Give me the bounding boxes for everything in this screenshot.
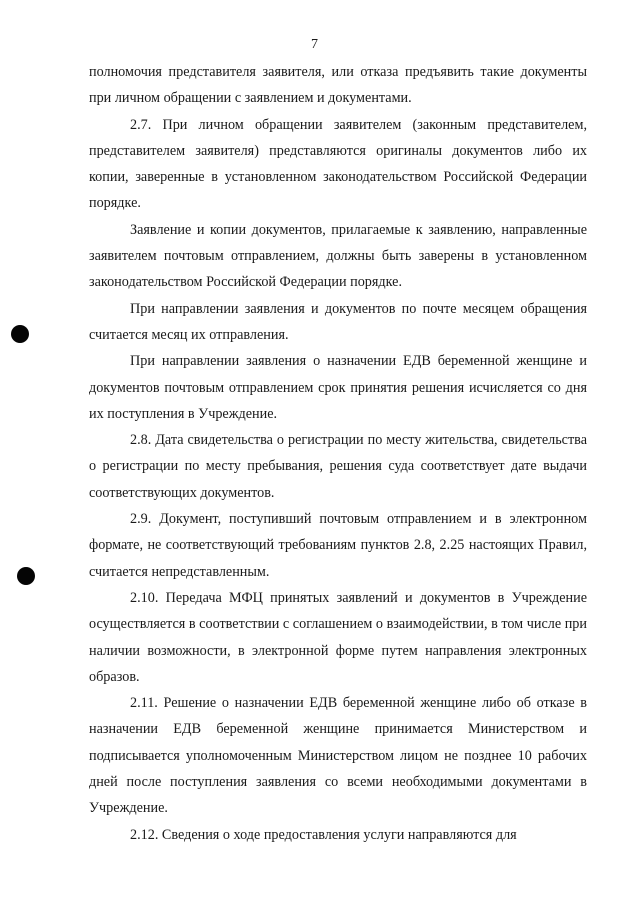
paragraph-2-7: 2.7. При личном обращении заявителем (законным представителем, представителем заявителя) представляются оригиналы документов либо их копии, заверенные в установленном законодательством Российской Федерации порядке.	[89, 116, 587, 212]
page-number: 7	[311, 37, 318, 52]
document-body	[89, 59, 587, 848]
paragraph-2-11: 2.11. Решение о назначении ЕДВ беременной женщине либо об отказе в назначении ЕДВ беременной женщине принимается Министерством и подписывается уполномоченным Министерством лицом не позднее 10 рабочих дней после поступления заявления со всеми необходимыми документами в Учреждение.	[89, 695, 587, 817]
paragraph-mail-deadline: При направлении заявления о назначении ЕДВ беременной женщине и документов почтовым отправлением срок принятия решения исчисляется со дня их поступления в Учреждение.	[89, 353, 587, 422]
paragraph-2-12: 2.12. Сведения о ходе предоставления услуги направляются для	[130, 826, 517, 843]
punch-hole-mark	[17, 567, 35, 585]
paragraph-mail-month: При направлении заявления и документов по почте месяцем обращения считается месяц их отправления.	[89, 300, 587, 343]
paragraph-2-8: 2.8. Дата свидетельства о регистрации по месту жительства, свидетельства о регистрации по месту пребывания, решения суда соответствует дате выдачи соответствующих документов.	[89, 432, 587, 501]
paragraph-continuation: полномочия представителя заявителя, или отказа предъявить такие документы при личном обращении с заявлением и документами.	[89, 64, 587, 107]
paragraph-application-copies: Заявление и копии документов, прилагаемые к заявлению, направленные заявителем почтовым отправлением, должны быть заверены в установленном законодательством Российской Федерации порядке.	[89, 221, 587, 291]
paragraph-2-9: 2.9. Документ, поступивший почтовым отправлением и в электронном формате, не соответствующий требованиям пунктов 2.8, 2.25 настоящих Правил, считается непредставленным.	[89, 511, 587, 580]
punch-hole-mark	[11, 325, 29, 343]
paragraph-2-10: 2.10. Передача МФЦ принятых заявлений и документов в Учреждение осуществляется в соответствии с соглашением о взаимодействии, в том числе при наличии возможности, в электронной форме путем направления электронных образов.	[89, 589, 587, 685]
